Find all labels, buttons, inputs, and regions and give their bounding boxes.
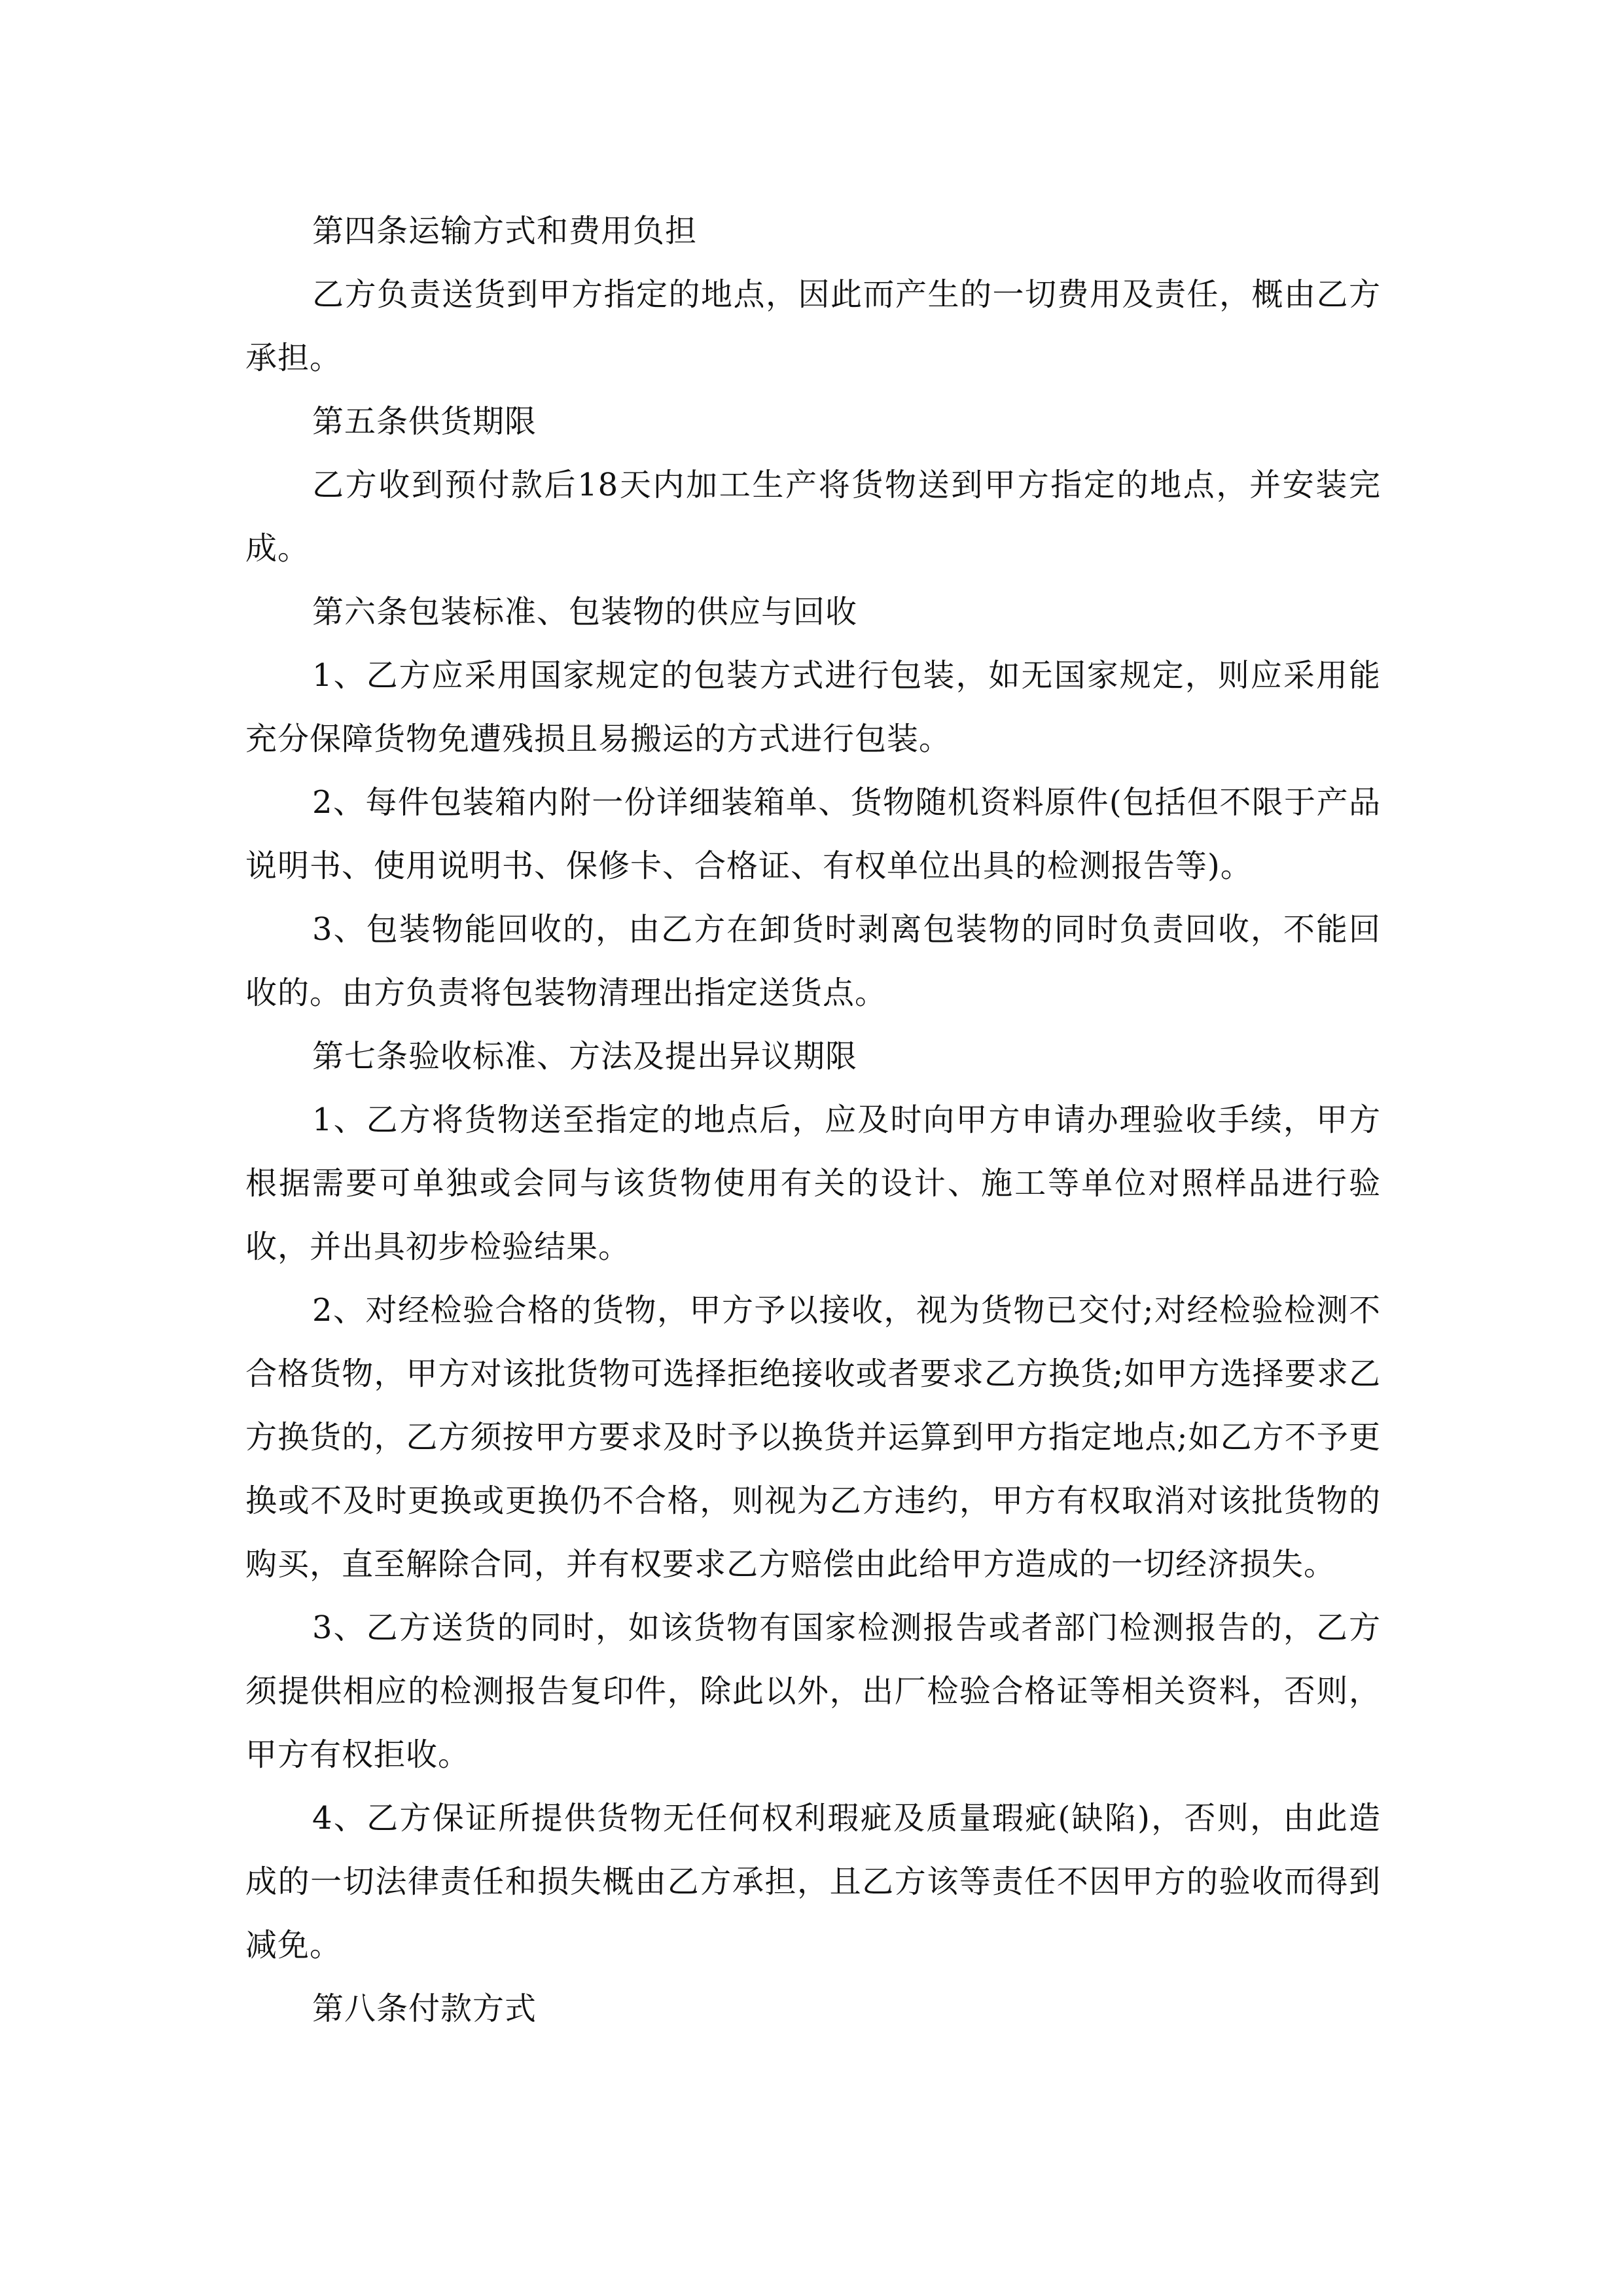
article-6-clause-1: 1、乙方应采用国家规定的包装方式进行包装，如无国家规定，则应采用能充分保障货物免遭残损且易搬运的方式进行包装。 (245, 657, 1381, 757)
article-6-heading: 第六条包装标准、包装物的供应与回收 (312, 594, 858, 630)
article-6-clause-3: 3、包装物能回收的，由乙方在卸货时剥离包装物的同时负责回收，不能回收的。由方负责将包装物清理出指定送货点。 (245, 911, 1381, 1011)
article-6-clause-2: 2、每件包装箱内附一份详细装箱单、货物随机资料原件(包括但不限于产品说明书、使用说明书、保修卡、合格证、有权单位出具的检测报告等)。 (245, 784, 1381, 884)
article-8-heading: 第八条付款方式 (312, 1990, 537, 2027)
document-body (245, 200, 1381, 2041)
article-7-clause-2: 2、对经检验合格的货物，甲方予以接收，视为货物已交付;对经检验检测不合格货物，甲方对该批货物可选择拒绝接收或者要求乙方换货;如甲方选择要求乙方换货的，乙方须按甲方要求及时予以换货并运算到甲方指定地点;如乙方不予更换或不及时更换或更换仍不合格，则视为乙方违约，甲方有权取消对该批货物的购买，直至解除合同，并有权要求乙方赔偿由此给甲方造成的一切经济损失。 (245, 1292, 1381, 1583)
article-7-clause-3: 3、乙方送货的同时，如该货物有国家检测报告或者部门检测报告的，乙方须提供相应的检测报告复印件，除此以外，出厂检验合格证等相关资料，否则，甲方有权拒收。 (245, 1609, 1381, 1773)
article-7-clause-1: 1、乙方将货物送至指定的地点后，应及时向甲方申请办理验收手续，甲方根据需要可单独或会同与该货物使用有关的设计、施工等单位对照样品进行验收，并出具初步检验结果。 (245, 1102, 1381, 1265)
article-4-heading: 第四条运输方式和费用负担 (312, 213, 698, 249)
article-4-text: 乙方负责送货到甲方指定的地点，因此而产生的一切费用及责任，概由乙方承担。 (245, 276, 1381, 376)
article-7-heading: 第七条验收标准、方法及提出异议期限 (312, 1038, 858, 1075)
article-5-heading: 第五条供货期限 (312, 403, 537, 440)
article-5-text: 乙方收到预付款后18天内加工生产将货物送到甲方指定的地点，并安装完成。 (245, 467, 1381, 567)
article-7-clause-4: 4、乙方保证所提供货物无任何权利瑕疵及质量瑕疵(缺陷)，否则，由此造成的一切法律责任和损失概由乙方承担，且乙方该等责任不因甲方的验收而得到减免。 (245, 1800, 1381, 1964)
